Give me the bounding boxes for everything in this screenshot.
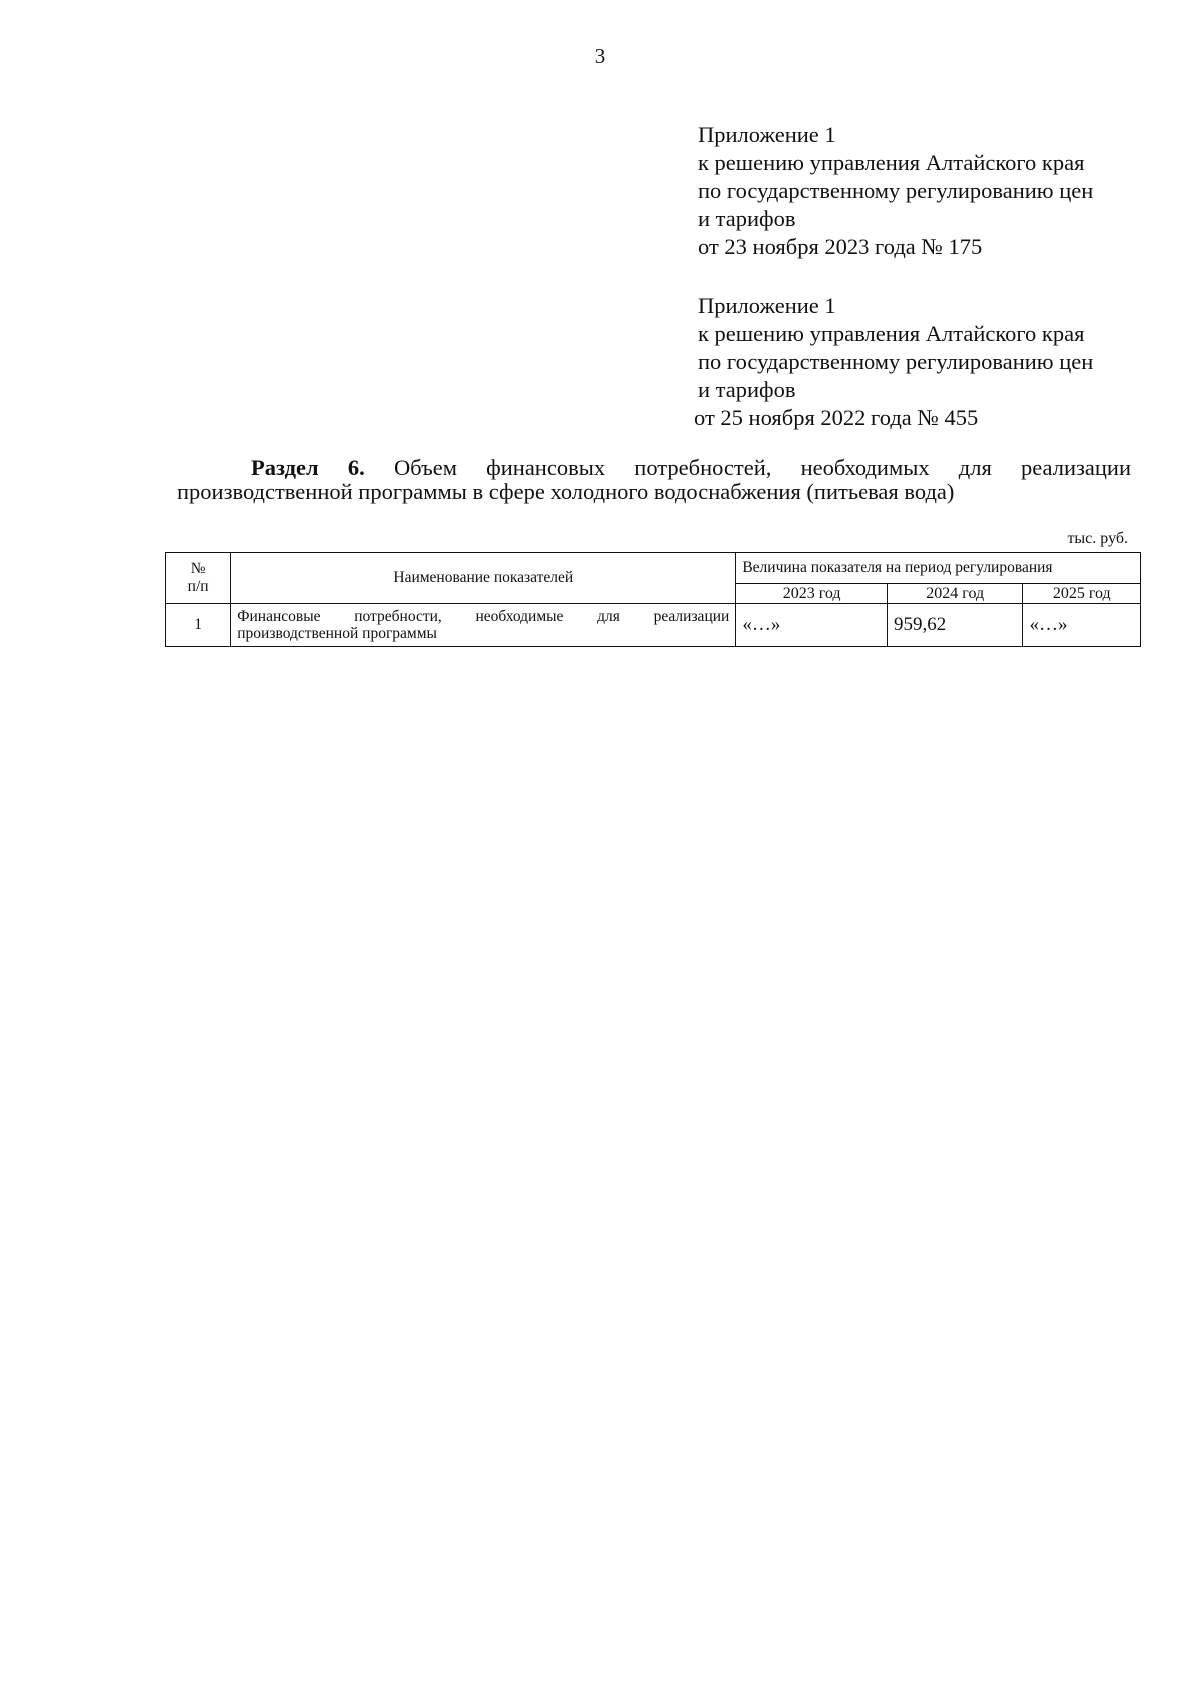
section-label: Раздел 6. — [251, 455, 365, 480]
section-heading — [177, 456, 1131, 504]
page-number: 3 — [594, 44, 606, 68]
section-title-line2: производственной программы в сфере холодного водоснабжения (питьевая вода) — [177, 479, 955, 504]
table-row — [166, 604, 1141, 647]
units-label: тыс. руб. — [1067, 530, 1128, 547]
appendix-current-date: от 23 ноября 2023 года № 175 — [698, 234, 983, 259]
appendix-current-line4: и тарифов — [698, 206, 796, 231]
row-number: 1 — [166, 604, 231, 647]
header-period-group: Величина показателя на период регулирования — [736, 553, 1141, 584]
row-value-2024: 959,62 — [887, 604, 1023, 647]
appendix-previous-block — [694, 292, 1094, 432]
appendix-previous-line2: к решению управления Алтайского края — [698, 321, 1085, 346]
appendix-current-block — [698, 121, 1093, 261]
row-value-2025: «…» — [1023, 604, 1141, 647]
header-number-line2: п/п — [187, 578, 209, 595]
indicators-table — [165, 552, 1141, 647]
appendix-current-line2: к решению управления Алтайского края — [698, 150, 1085, 175]
header-year-2025: 2025 год — [1023, 584, 1141, 604]
header-number-line1: № — [190, 560, 206, 577]
table-header-row — [166, 553, 1141, 584]
appendix-previous-line3: по государственному регулированию цен — [698, 349, 1094, 374]
appendix-previous-date: от 25 ноября 2022 года № 455 — [694, 405, 979, 430]
section-heading-line1 — [177, 456, 1131, 480]
appendix-current-title: Приложение 1 — [698, 122, 836, 147]
section-title-line1: Объем финансовых потребностей, необходимых для реализации — [393, 455, 1131, 480]
row-indicator-name: Финансовые потребности, необходимые для реализации производственной программы — [231, 604, 736, 647]
appendix-previous-title: Приложение 1 — [698, 293, 836, 318]
header-name: Наименование показателей — [231, 553, 736, 604]
appendix-current-line3: по государственному регулированию цен — [698, 178, 1094, 203]
row-value-2023: «…» — [736, 604, 888, 647]
header-number — [166, 553, 231, 604]
header-year-2024: 2024 год — [887, 584, 1023, 604]
header-year-2023: 2023 год — [736, 584, 888, 604]
appendix-previous-line4: и тарифов — [698, 377, 796, 402]
